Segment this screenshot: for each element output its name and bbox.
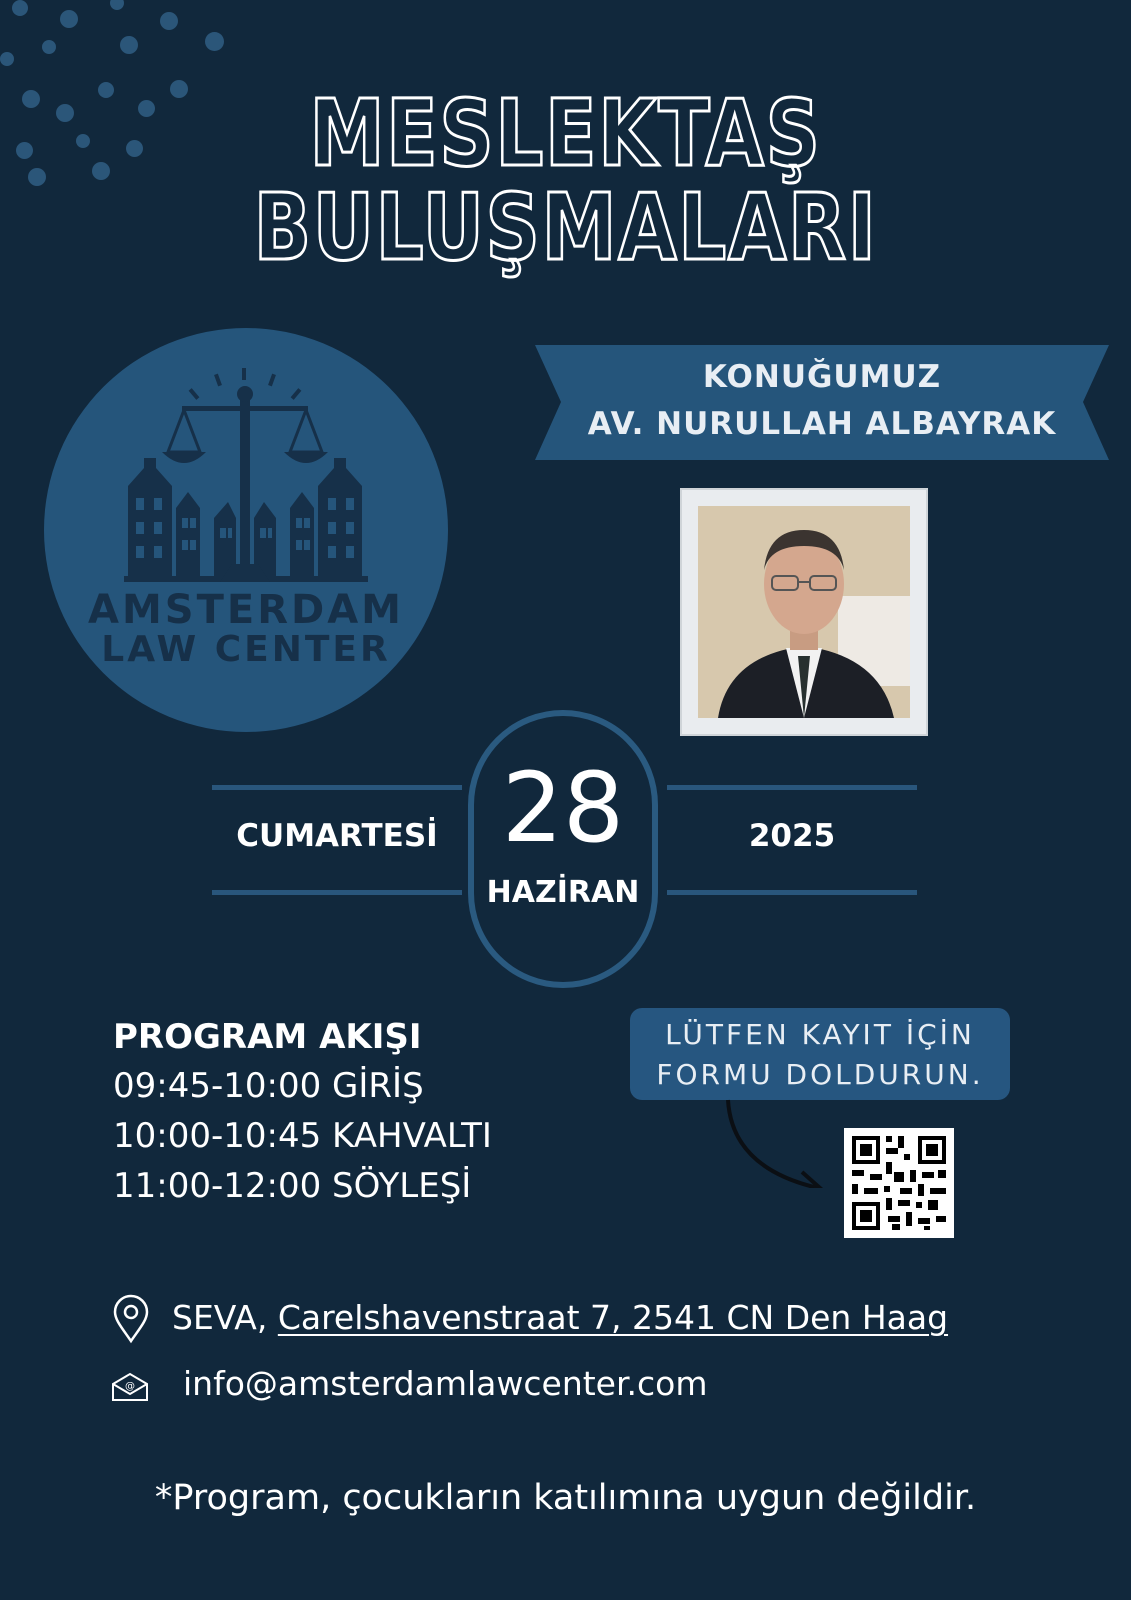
address (172, 1298, 948, 1337)
date-weekday: CUMARTESİ (236, 818, 438, 854)
svg-text:@: @ (125, 1381, 135, 1392)
title-line-1: MESLEKTAŞ (309, 80, 822, 187)
speaker-label: KONUĞUMUZ (702, 359, 942, 395)
date-line-right-bottom (667, 890, 917, 895)
logo-text-line-1: AMSTERDAM (88, 587, 404, 633)
speaker-name: AV. NURULLAH ALBAYRAK (587, 406, 1057, 442)
title-line-2: BULUŞMALARI (253, 174, 878, 281)
registration-line-2: FORMU DOLDURUN. (656, 1058, 984, 1091)
program-item: 10:00-10:45 KAHVALTI (113, 1116, 492, 1156)
notice: *Program, çocukların katılımına uygun değildir. (154, 1478, 977, 1518)
program-item: 11:00-12:00 SÖYLEŞİ (113, 1166, 472, 1206)
speaker-portrait-icon (698, 506, 910, 718)
scales-buildings-icon (124, 368, 368, 598)
speaker-photo (680, 488, 928, 736)
logo (44, 328, 448, 732)
date-line-left-top (212, 785, 462, 790)
date-year: 2025 (748, 818, 836, 854)
date-month: HAZİRAN (486, 875, 640, 910)
logo-text-line-2: LAW CENTER (101, 629, 391, 670)
speaker-banner (535, 345, 1109, 460)
registration-box (630, 1008, 1010, 1100)
venue-name: SEVA, (172, 1298, 268, 1337)
location-pin-icon (112, 1294, 150, 1344)
date-day: 28 (501, 752, 625, 864)
program-title: PROGRAM AKIŞI (113, 1017, 422, 1057)
qr-code[interactable] (844, 1128, 954, 1238)
arrow-icon (718, 1098, 828, 1188)
mail-icon (111, 1372, 149, 1402)
date-line-right-top (667, 785, 917, 790)
address-link[interactable]: Carelshavenstraat 7, 2541 CN Den Haag (277, 1298, 949, 1337)
email[interactable]: info@amsterdamlawcenter.com (183, 1364, 708, 1403)
registration-line-1: LÜTFEN KAYIT İÇİN (665, 1018, 975, 1051)
date-line-left-bottom (212, 890, 462, 895)
program-item: 09:45-10:00 GİRİŞ (113, 1066, 424, 1106)
